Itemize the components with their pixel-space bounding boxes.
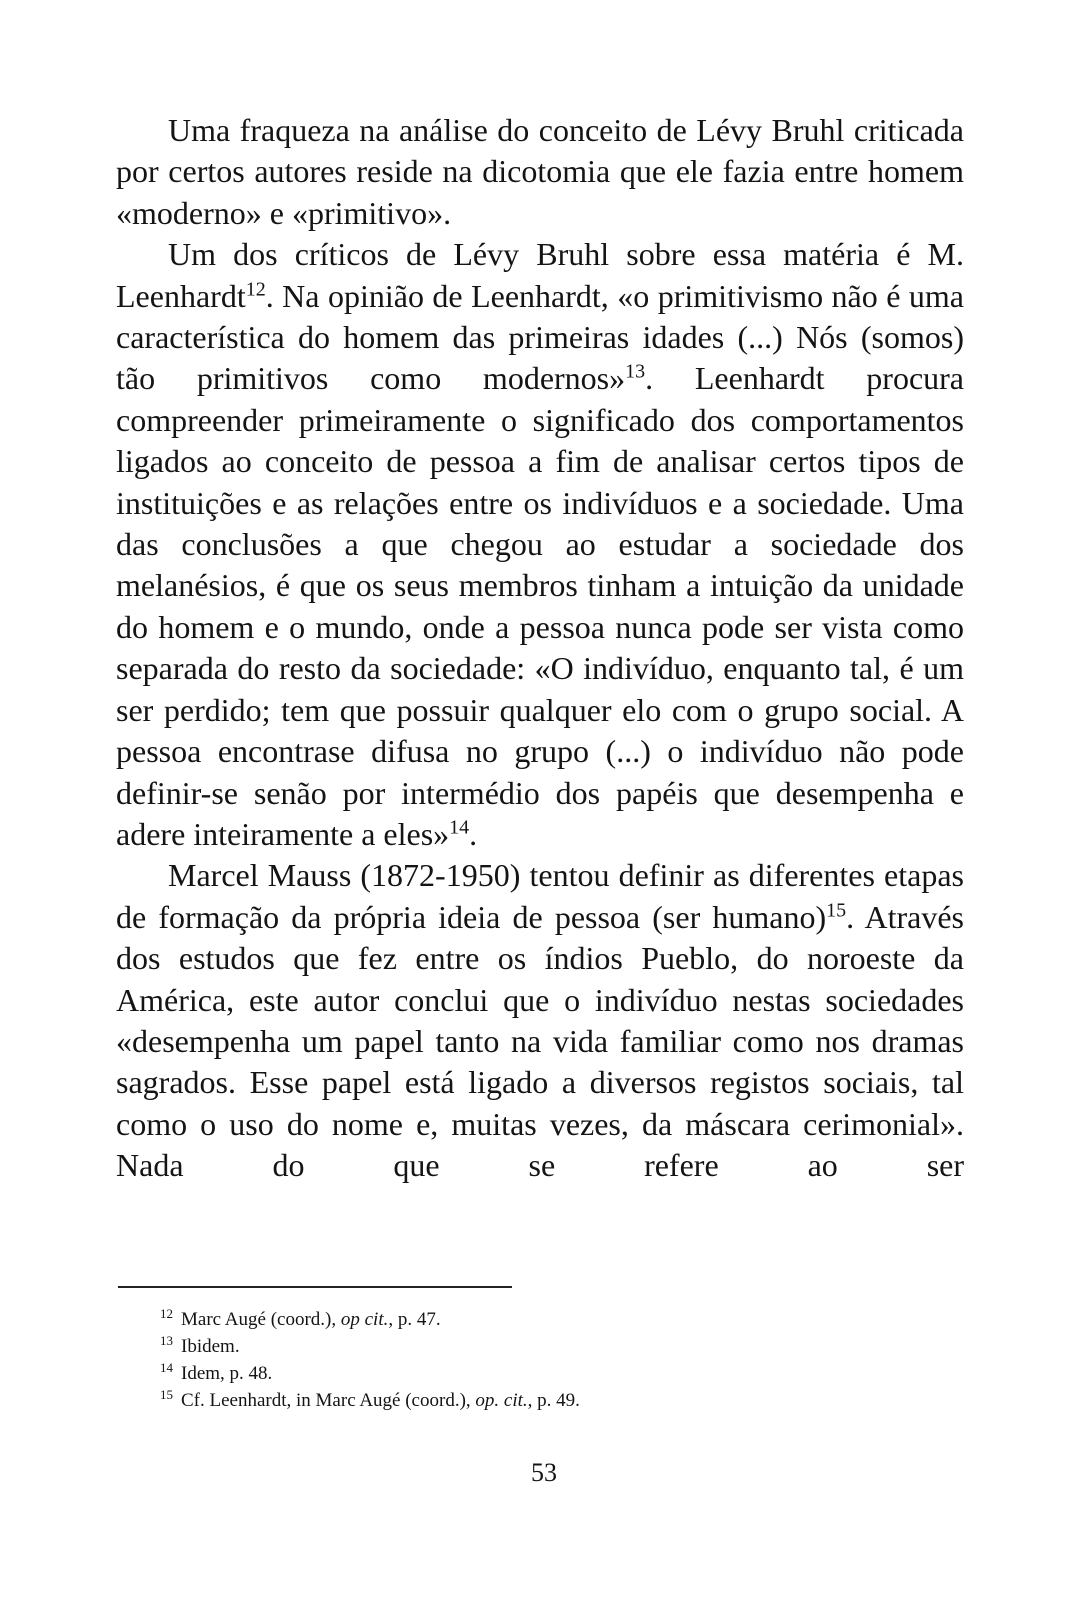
- footnote-divider: [118, 1286, 512, 1288]
- paragraph-1-text: Uma fraqueza na análise do conceito de Lévy Bruhl criticada por certos autores reside na dicotomia que ele fazia entre homem «moderno» e «primitivo».: [116, 112, 964, 231]
- footnote-text: Cf. Leenhardt, in Marc Augé (coord.),: [181, 1390, 476, 1411]
- footnote-ref-14: 14: [449, 816, 470, 839]
- body-text: [116, 110, 964, 1187]
- footnote-ref-13: 13: [625, 360, 646, 383]
- paragraph-2-text-d: .: [469, 815, 478, 852]
- footnote-number: 14: [160, 1359, 173, 1375]
- page-number: 53: [531, 1458, 557, 1487]
- footnote-number: 12: [160, 1305, 173, 1321]
- paragraph-3: [116, 855, 964, 1186]
- footnote-text: Marc Augé (coord.),: [181, 1309, 341, 1330]
- paragraph-2-text-c: . Leenhardt procura compreender primeiramente o significado dos comportamentos ligados ao conceito de pessoa a fim de analisar certos tipos de instituições e as relações entre os indivíduos e a sociedade. Uma das conclusões a que chegou ao estudar a sociedade dos melanésios, é que os seus membros tinham a intuição da unidade do homem e o mundo, onde a pessoa nunca pode ser vista como separada do resto da sociedade: «O indivíduo, enquanto tal, é um ser perdido; tem que possuir qualquer elo com o grupo social. A pessoa encontrase difusa no grupo (...) o indivíduo não pode definir-se senão por intermédio dos papéis que desempenha e adere inteiramente a eles»: [116, 360, 965, 852]
- footnote-13: [160, 1333, 860, 1360]
- footnote-ref-15: 15: [826, 899, 847, 922]
- footnotes: [160, 1306, 860, 1414]
- footnote-12: [160, 1306, 860, 1333]
- paragraph-3-text-b: . Através dos estudos que fez entre os índios Pueblo, do noroeste da América, este autor conclui que o indivíduo nestas sociedades «desempenha um papel tanto na vida familiar como nos dramas sagrados. Esse papel está ligado a diversos registos sociais, tal como o uso do nome e, muitas vezes, da máscara cerimonial». Nada do que se refere ao ser: [116, 898, 965, 1184]
- paragraph-2-text-b: . Na opinião de Leenhardt, «o primitivismo não é uma característica do homem das primeiras idades (...) Nós (somos) tão primitivos como modernos»: [116, 277, 964, 397]
- footnote-text: Idem, p. 48.: [181, 1363, 273, 1384]
- footnote-number: 13: [160, 1332, 173, 1348]
- paragraph-2: [116, 234, 964, 855]
- footnote-text: , p. 49.: [527, 1390, 580, 1411]
- paragraph-3-text-a: Marcel Mauss (1872-1950) tentou definir as diferentes etapas de formação da própria ideia de pessoa (ser humano): [116, 857, 964, 935]
- footnote-text-italic: op cit.: [340, 1309, 389, 1330]
- paragraph-1: [116, 110, 964, 234]
- footnote-text: Ibidem.: [181, 1336, 240, 1357]
- footnote-ref-12: 12: [245, 277, 266, 300]
- paragraph-2-text-a: Um dos críticos de Lévy Bruhl sobre essa matéria é M. Leenhardt: [116, 236, 964, 314]
- footnote-text: , p. 47.: [388, 1309, 441, 1330]
- footnote-text-italic: op. cit.: [475, 1390, 528, 1411]
- footnote-number: 15: [160, 1386, 173, 1402]
- footnote-15: [160, 1387, 860, 1414]
- footnote-14: [160, 1360, 860, 1387]
